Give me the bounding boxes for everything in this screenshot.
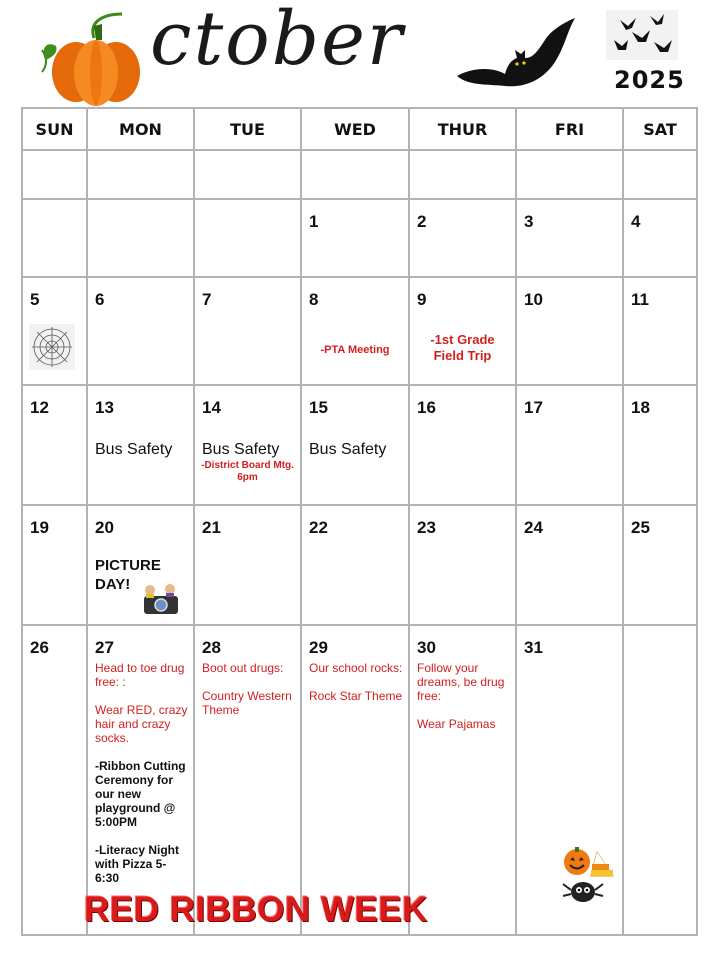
day-cell-10: [516, 277, 623, 385]
week-row-1: [22, 199, 697, 277]
event-wear-pajamas: Wear Pajamas: [417, 717, 496, 731]
day-number: 13: [95, 398, 114, 417]
day-cell-26: [22, 625, 87, 935]
day-number: 7: [202, 290, 212, 309]
weekday-mon: MON: [87, 108, 194, 150]
weekday-sun: SUN: [22, 108, 87, 150]
spider-web-icon: [29, 324, 75, 370]
weekday-sat: SAT: [623, 108, 697, 150]
day-number: 27: [95, 638, 114, 657]
day-cell-empty: [194, 199, 301, 277]
day-cell-empty: [87, 150, 194, 199]
camera-kids-icon: [140, 582, 182, 616]
day-cell-16: [409, 385, 516, 505]
week-row-empty: [22, 150, 697, 199]
day-cell-20: [87, 505, 194, 625]
day-number: 19: [30, 518, 49, 537]
day-cell-empty: [194, 150, 301, 199]
day-number: 25: [631, 518, 650, 537]
day-cell-15: [301, 385, 409, 505]
day-number: 11: [631, 290, 649, 309]
day-cell-empty: [623, 150, 697, 199]
day-cell-2: [409, 199, 516, 277]
day-number: 14: [202, 398, 221, 417]
day-number: 21: [202, 518, 221, 537]
day-number: 4: [631, 212, 641, 231]
day-number: 12: [30, 398, 49, 417]
calendar-header: [0, 0, 720, 108]
day-cell-14: [194, 385, 301, 505]
weekday-thur: THUR: [409, 108, 516, 150]
week-row-2: [22, 277, 697, 385]
day-cell-27: [87, 625, 194, 935]
day-number: 20: [95, 518, 114, 537]
weekday-wed: WED: [301, 108, 409, 150]
day-cell-7: [194, 277, 301, 385]
weekday-tue: TUE: [194, 108, 301, 150]
day-cell-6: [87, 277, 194, 385]
event-ribbon-cutting: -Ribbon Cutting Ceremony for our new playground @ 5:00PM: [95, 759, 186, 829]
event-bus-safety: Bus Safety: [95, 441, 173, 458]
day-number: 26: [30, 638, 49, 657]
week-row-4: [22, 505, 697, 625]
event-board-meeting: -District Board Mtg. 6pm: [201, 460, 294, 483]
day-number: 28: [202, 638, 221, 657]
day-number: 8: [309, 290, 319, 309]
event-school-rocks: Our school rocks:: [309, 661, 403, 675]
day-cell-17: [516, 385, 623, 505]
day-cell-12: [22, 385, 87, 505]
day-cell-28: [194, 625, 301, 935]
weekday-fri: FRI: [516, 108, 623, 150]
day-number: 3: [524, 212, 534, 231]
day-number: 16: [417, 398, 436, 417]
day-cell-empty: [301, 150, 409, 199]
event-head-to-toe: Head to toe drug free: :: [95, 661, 185, 689]
event-literacy-night: -Literacy Night with Pizza 5-6:30: [95, 843, 180, 885]
day-number: 1: [309, 212, 319, 231]
day-number: 5: [30, 290, 40, 309]
event-follow-dreams: Follow your dreams, be drug free:: [417, 661, 505, 703]
day-cell-21: [194, 505, 301, 625]
event-boot-out-drugs: Boot out drugs:: [202, 661, 284, 675]
day-cell-25: [623, 505, 697, 625]
day-cell-empty: [516, 150, 623, 199]
day-cell-29: [301, 625, 409, 935]
day-cell-8: [301, 277, 409, 385]
day-number: 10: [524, 290, 543, 309]
small-bats-icon: [606, 10, 678, 60]
day-number: 30: [417, 638, 436, 657]
day-number: 24: [524, 518, 543, 537]
day-cell-empty: [22, 150, 87, 199]
month-title: ctober: [150, 0, 405, 82]
day-number: 2: [417, 212, 427, 231]
event-country-western: Country Western Theme: [202, 689, 292, 717]
day-cell-24: [516, 505, 623, 625]
event-pta-meeting: -PTA Meeting: [320, 344, 390, 356]
day-number: 31: [524, 638, 543, 657]
week-row-3: [22, 385, 697, 505]
day-cell-13: [87, 385, 194, 505]
day-cell-4: [623, 199, 697, 277]
weekday-header-row: [22, 108, 697, 150]
event-picture-day: PICTURE DAY!: [95, 557, 161, 593]
day-cell-empty: [22, 199, 87, 277]
day-number: 18: [631, 398, 650, 417]
event-wear-red: Wear RED, crazy hair and crazy socks.: [95, 703, 188, 745]
day-number: 22: [309, 518, 328, 537]
event-bus-safety: Bus Safety: [202, 441, 280, 458]
day-cell-11: [623, 277, 697, 385]
day-number: 17: [524, 398, 543, 417]
bat-icon: [455, 16, 580, 91]
day-number: 15: [309, 398, 328, 417]
day-cell-3: [516, 199, 623, 277]
halloween-candy-icon: [561, 846, 619, 906]
day-cell-empty: [409, 150, 516, 199]
day-number: 29: [309, 638, 328, 657]
day-cell-5: [22, 277, 87, 385]
day-number: 23: [417, 518, 436, 537]
day-cell-19: [22, 505, 87, 625]
event-bus-safety: Bus Safety: [309, 441, 387, 458]
day-cell-30: [409, 625, 516, 935]
day-cell-9: [409, 277, 516, 385]
day-cell-31: [516, 625, 623, 935]
day-cell-23: [409, 505, 516, 625]
week-row-5: [22, 625, 697, 935]
day-number: 6: [95, 290, 105, 309]
event-field-trip: -1st Grade Field Trip: [430, 332, 495, 363]
day-cell-22: [301, 505, 409, 625]
pumpkin-icon: [36, 10, 156, 110]
day-cell-18: [623, 385, 697, 505]
red-ribbon-week-banner: RED RIBBON WEEK: [84, 890, 428, 929]
day-cell-empty: [623, 625, 697, 935]
day-number: 9: [417, 290, 427, 309]
day-cell-empty: [87, 199, 194, 277]
year-label: 2025: [614, 66, 685, 94]
calendar-grid: [21, 107, 698, 936]
day-cell-1: [301, 199, 409, 277]
event-rock-star: Rock Star Theme: [309, 689, 403, 703]
